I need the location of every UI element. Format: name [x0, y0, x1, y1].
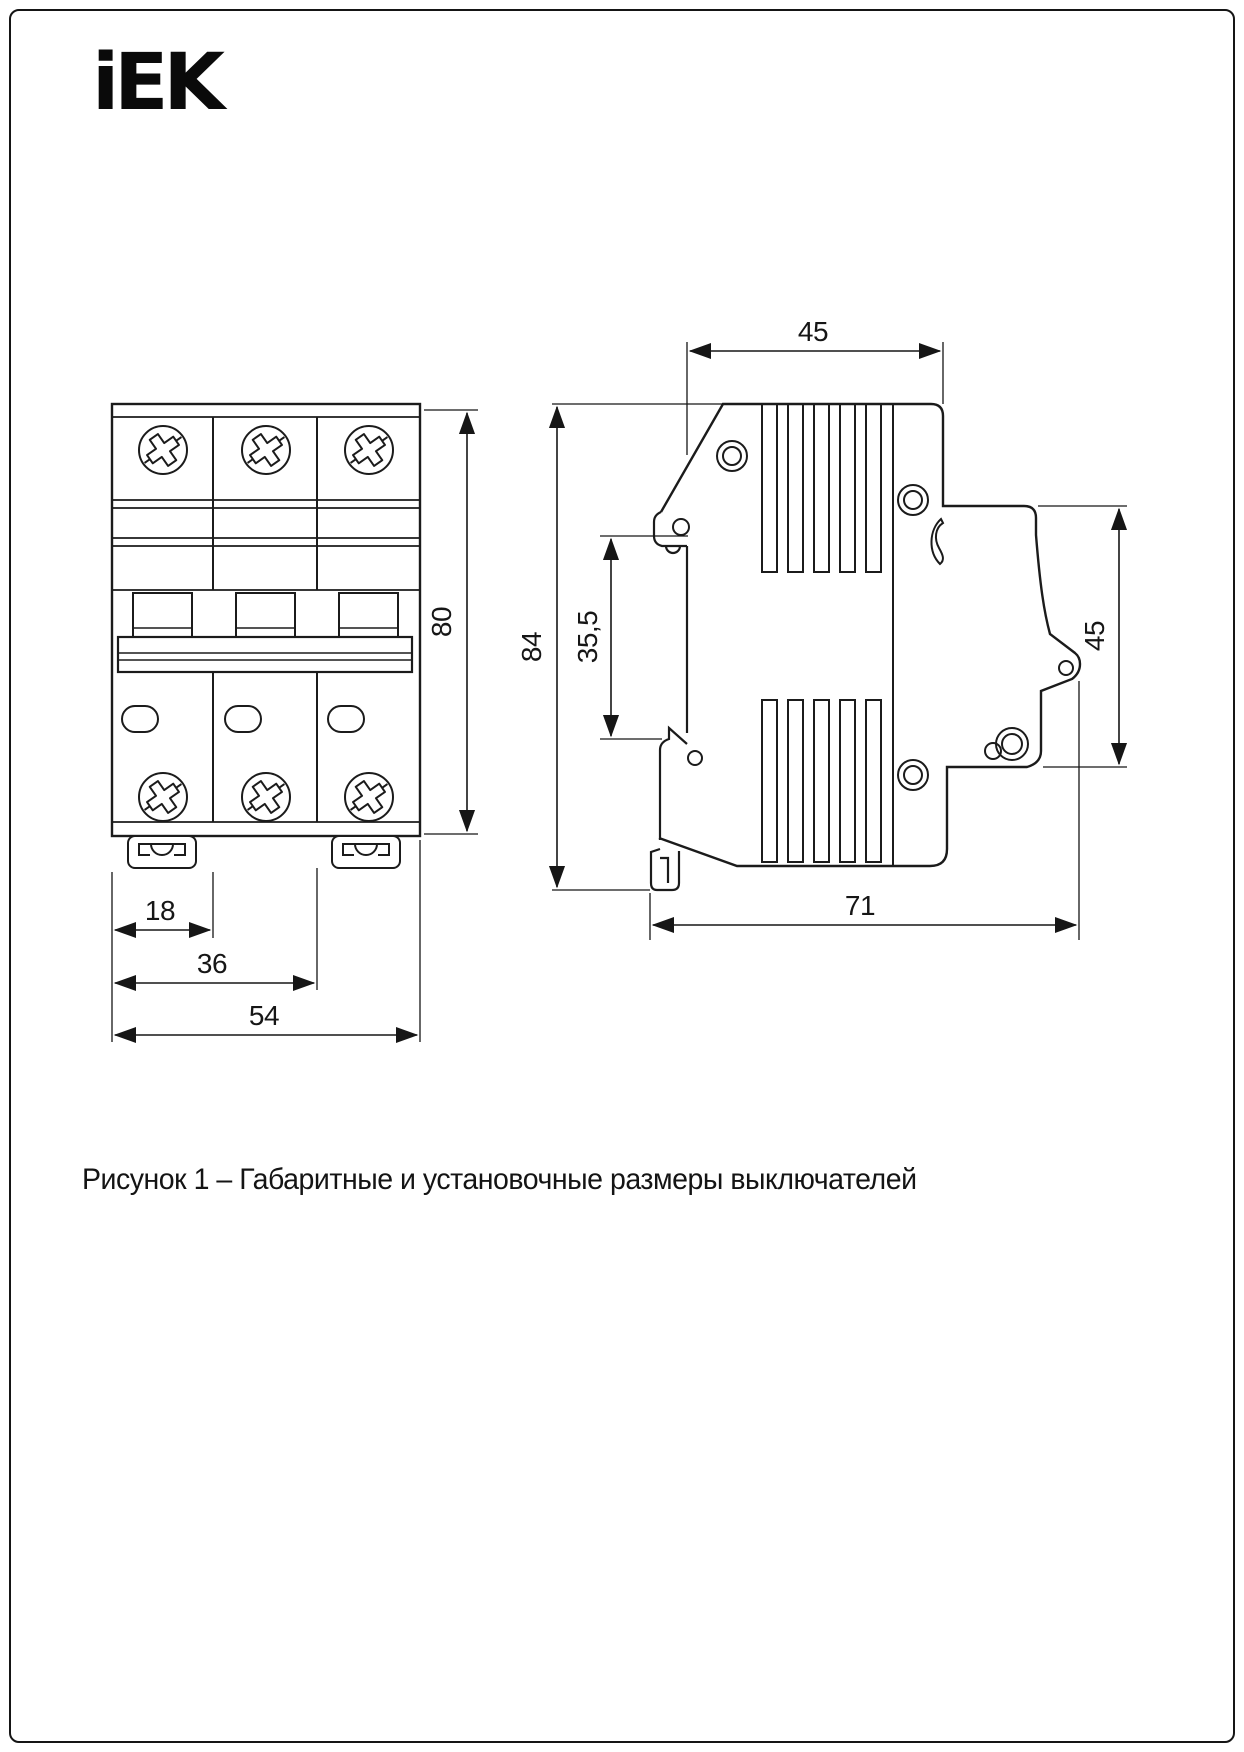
front-view — [112, 404, 420, 868]
side-body-outline — [659, 404, 1080, 866]
iek-logo: iEK — [92, 38, 220, 128]
movable-clip — [651, 728, 687, 890]
din-clip — [128, 836, 196, 868]
front-view-dimensions — [112, 410, 478, 1042]
screw-terminal-icon — [341, 424, 396, 476]
pole-dividers — [213, 417, 317, 822]
screw-terminal-icon — [341, 771, 396, 823]
toggle-levers — [133, 593, 398, 637]
screw-terminal-icon — [135, 424, 190, 476]
label-windows — [122, 706, 364, 732]
vent-slots-upper — [762, 404, 881, 572]
dim-label-front-45: 45 — [1079, 620, 1110, 652]
dim-label-offset-35-5: 35,5 — [572, 610, 603, 664]
curved-slot — [931, 519, 943, 564]
rivet-icons — [673, 441, 1073, 790]
din-clip — [332, 836, 400, 868]
screw-terminal-icon — [238, 771, 293, 823]
screw-terminal-icon — [238, 424, 293, 476]
figure-caption: Рисунок 1 – Габаритные и установочные размеры выключателей — [82, 1163, 917, 1196]
dim-label-depth-71: 71 — [844, 890, 876, 921]
screw-terminal-icon — [135, 771, 190, 823]
dim-label-top-45: 45 — [797, 316, 829, 347]
extension-lines — [600, 536, 688, 739]
handle-tie-bar — [118, 637, 412, 672]
side-view — [651, 404, 1080, 890]
dim-label-double-36: 36 — [196, 948, 228, 979]
dim-label-pole-18: 18 — [144, 895, 176, 926]
vent-slots-lower — [762, 700, 881, 862]
dim-label-height-84: 84 — [516, 631, 547, 663]
front-face-lines — [112, 417, 420, 822]
dim-label-height-80: 80 — [426, 606, 457, 638]
dim-label-total-54: 54 — [248, 1000, 280, 1031]
side-view-dimensions — [516, 316, 1127, 940]
